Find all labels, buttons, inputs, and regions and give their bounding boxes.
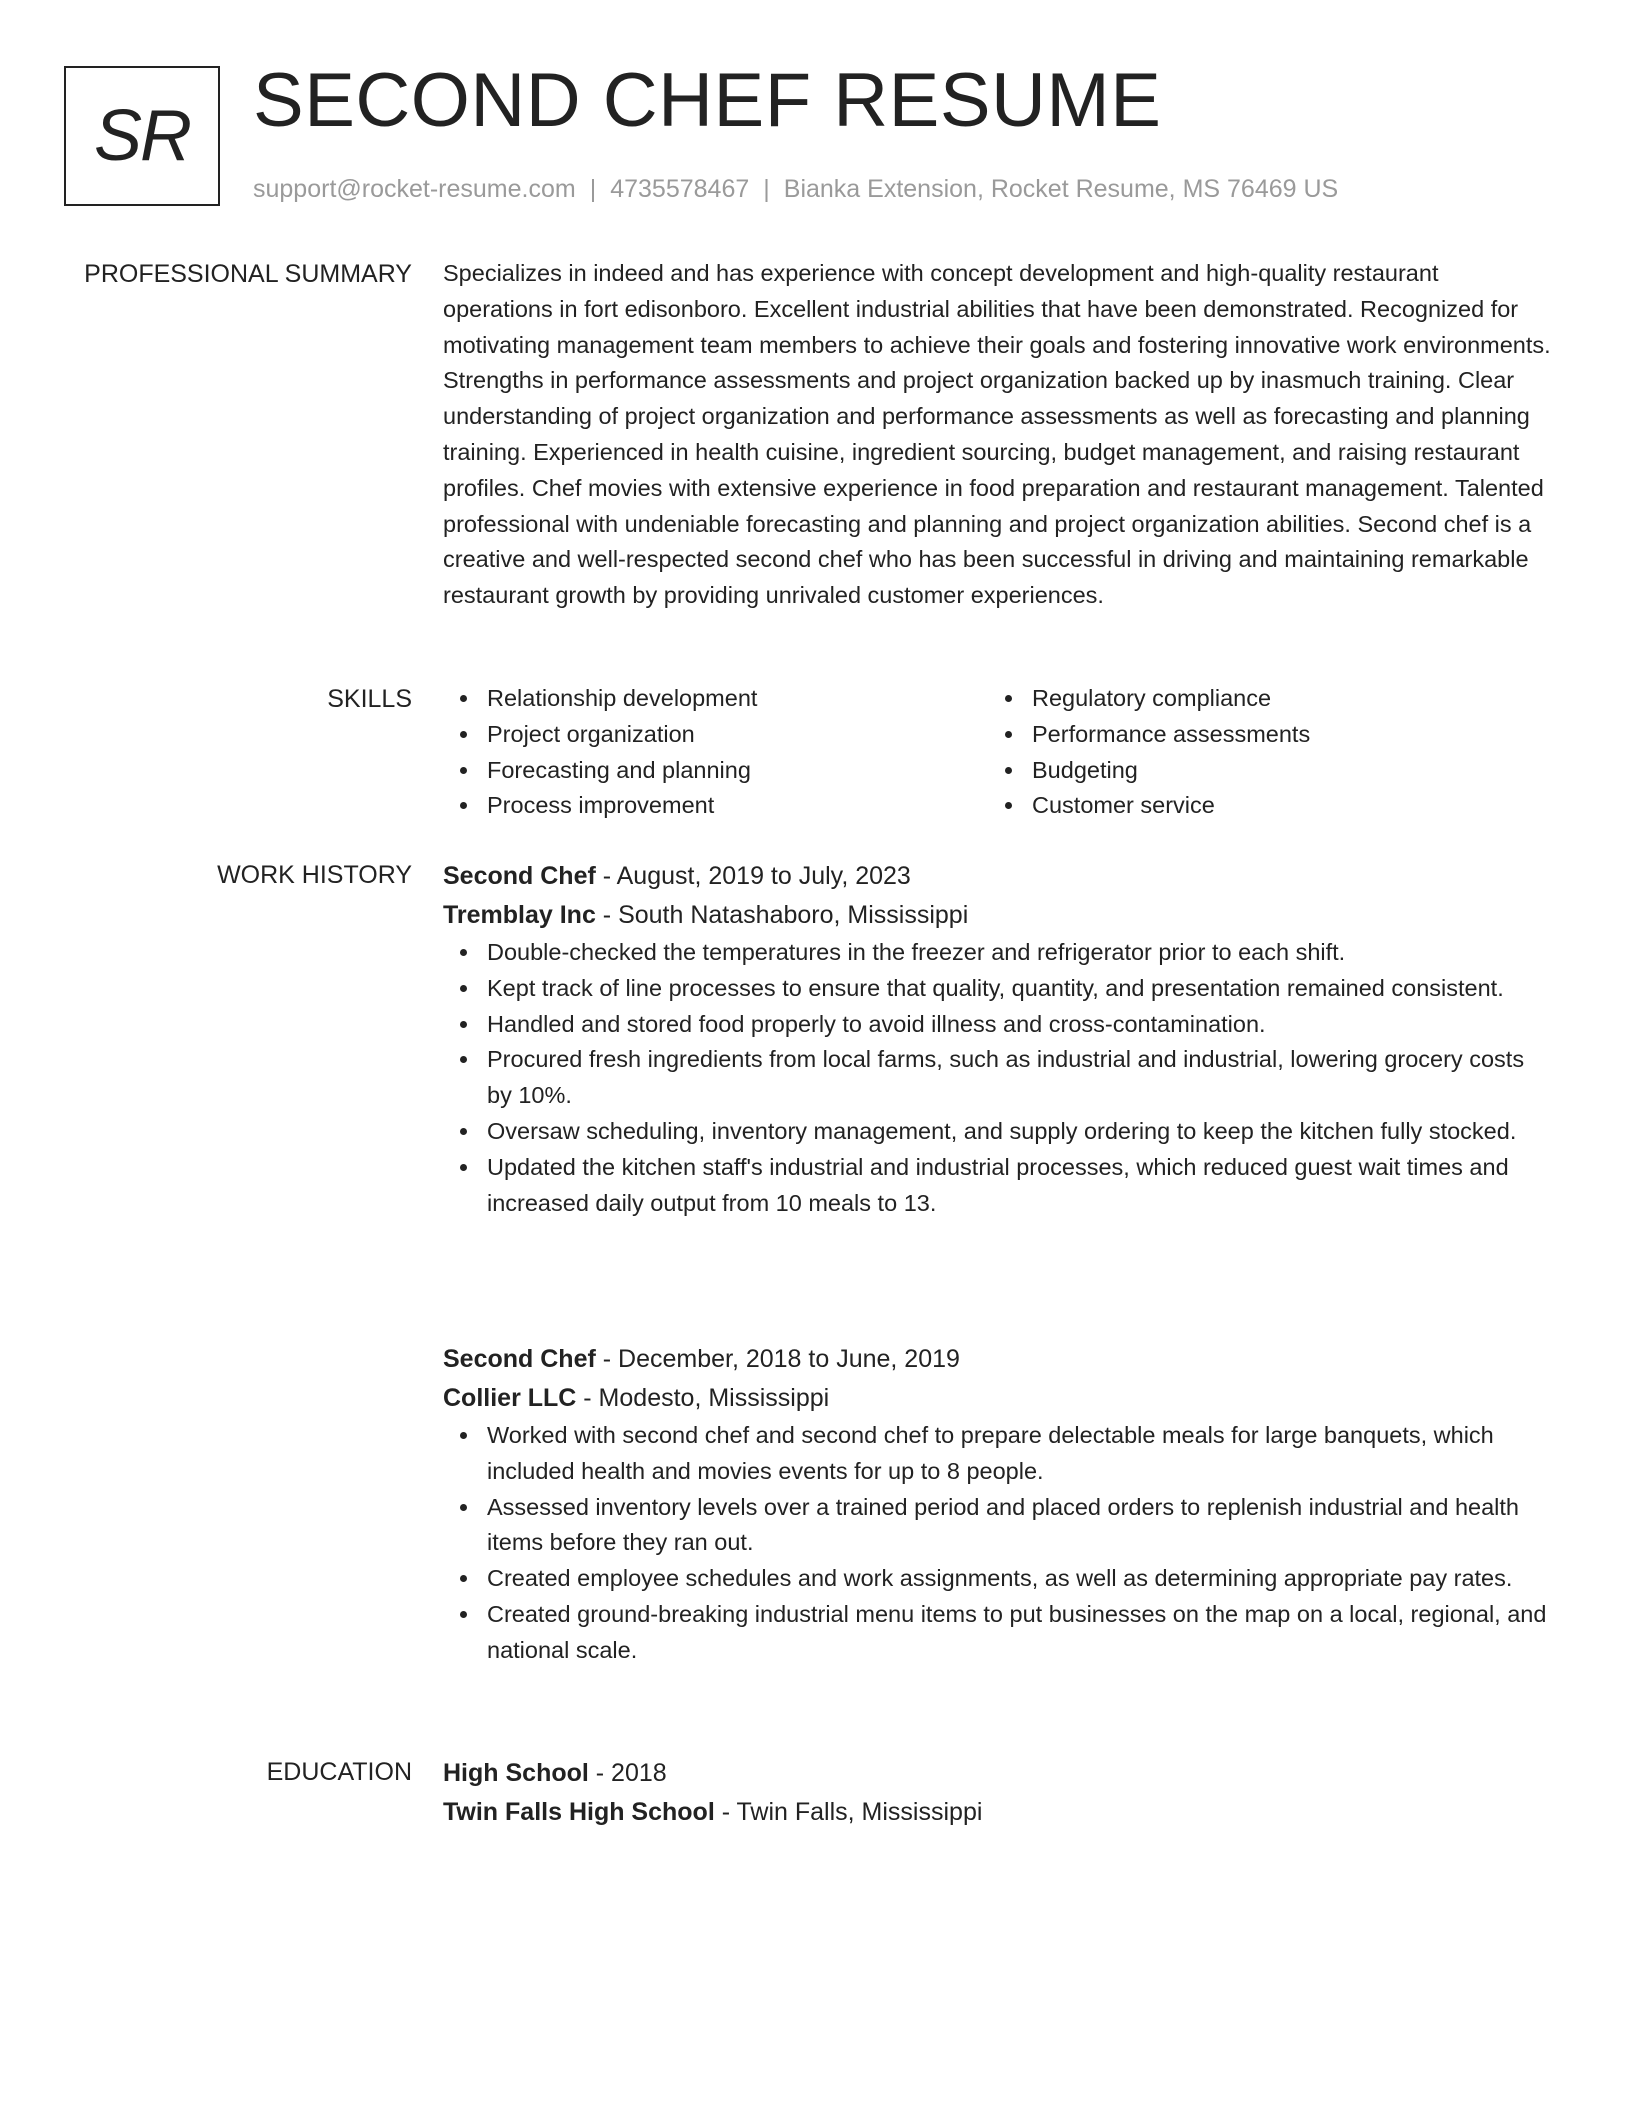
job-duty-item: Worked with second chef and second chef to prepare delectable meals for large banquets, which included health and movies events for up to 8 people. (443, 1418, 1553, 1490)
education-entry (443, 1754, 1553, 1832)
job-title: Second Chef (443, 1345, 596, 1373)
job-company-line (443, 896, 1553, 935)
education-school-line (443, 1793, 1553, 1832)
education-year: - 2018 (588, 1759, 667, 1787)
job-location: - Modesto, Mississippi (576, 1384, 830, 1412)
job-duties-list (443, 935, 1553, 1221)
skills-grid (443, 681, 1553, 824)
job-entry (443, 1340, 1553, 1669)
job-duty-item: Procured fresh ingredients from local farms, such as industrial and industrial, lowering grocery costs by 10%. (443, 1042, 1553, 1114)
skills-section (443, 681, 1553, 824)
job-title-line (443, 1340, 1553, 1379)
education-heading: EDUCATION (266, 1758, 412, 1786)
skill-item: Regulatory compliance (988, 681, 1533, 717)
job-duty-item: Assessed inventory levels over a trained period and placed orders to replenish industrial and health items before they ran out. (443, 1490, 1553, 1562)
job-company-line (443, 1379, 1553, 1418)
skill-item: Process improvement (443, 788, 988, 824)
job-title-line (443, 857, 1553, 896)
education-degree-line (443, 1754, 1553, 1793)
job-duty-item: Updated the kitchen staff's industrial and industrial processes, which reduced guest wait times and increased daily output from 10 meals to 13. (443, 1150, 1553, 1222)
work-history-heading: WORK HISTORY (217, 861, 412, 889)
resume-title: SECOND CHEF RESUME (253, 58, 1162, 143)
job-title: Second Chef (443, 862, 596, 890)
skill-item: Customer service (988, 788, 1533, 824)
skills-list-left (443, 681, 988, 824)
job-company: Tremblay Inc (443, 901, 596, 929)
job-dates: - August, 2019 to July, 2023 (595, 862, 911, 890)
job-entry (443, 857, 1553, 1221)
contact-phone: 4735578467 (610, 175, 750, 203)
job-duty-item: Oversaw scheduling, inventory management, and supply ordering to keep the kitchen fully stocked. (443, 1114, 1553, 1150)
monogram-logo: SR (64, 66, 220, 206)
job-duty-item: Created ground-breaking industrial menu items to put businesses on the map on a local, regional, and national scale. (443, 1597, 1553, 1669)
job-duty-item: Double-checked the temperatures in the freezer and refrigerator prior to each shift. (443, 935, 1553, 971)
summary-heading: PROFESSIONAL SUMMARY (84, 260, 412, 288)
skill-item: Project organization (443, 717, 988, 753)
job-duty-item: Kept track of line processes to ensure that quality, quantity, and presentation remained consistent. (443, 971, 1553, 1007)
contact-address: Bianka Extension, Rocket Resume, MS 76469 US (783, 175, 1339, 203)
job-duties-list (443, 1418, 1553, 1669)
contact-email: support@rocket-resume.com (253, 175, 576, 203)
job-company: Collier LLC (443, 1384, 577, 1412)
contact-separator: | (763, 175, 770, 203)
job-duty-item: Created employee schedules and work assignments, as well as determining appropriate pay rates. (443, 1561, 1553, 1597)
education-location: - Twin Falls, Mississippi (714, 1798, 983, 1826)
skills-heading: SKILLS (327, 685, 412, 713)
summary-text: Specializes in indeed and has experience with concept development and high-quality restaurant operations in fort edisonboro. Excellent industrial abilities that have been demonstrated. Recognized for motivating management team members to achieve their goals and fostering innovative work environments. Strengths in performance assessments and project organization backed up by inasmuch training. Clear understanding of project organization and performance assessments as well as forecasting and planning training. Experienced in health cuisine, ingredient sourcing, budget management, and raising restaurant profiles. Chef movies with extensive experience in food preparation and restaurant management. Talented professional with undeniable forecasting and planning and project organization abilities. Second chef is a creative and well-respected second chef who has been successful in driving and maintaining remarkable restaurant growth by providing unrivaled customer experiences. (443, 260, 1551, 609)
skill-item: Forecasting and planning (443, 753, 988, 789)
contact-info (253, 174, 1338, 204)
job-duty-item: Handled and stored food properly to avoid illness and cross-contamination. (443, 1007, 1553, 1043)
skill-item: Relationship development (443, 681, 988, 717)
summary-section (443, 256, 1553, 614)
job-location: - South Natashaboro, Mississippi (595, 901, 969, 929)
skill-item: Budgeting (988, 753, 1533, 789)
education-school: Twin Falls High School (443, 1798, 715, 1826)
skills-list-right (988, 681, 1533, 824)
education-degree: High School (443, 1759, 589, 1787)
job-dates: - December, 2018 to June, 2019 (595, 1345, 960, 1373)
skill-item: Performance assessments (988, 717, 1533, 753)
contact-separator: | (589, 175, 597, 203)
